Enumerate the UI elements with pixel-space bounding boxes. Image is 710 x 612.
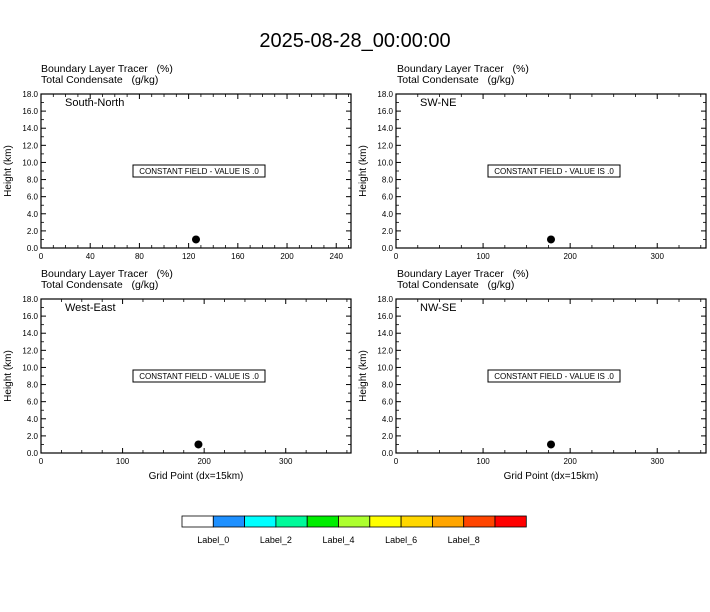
panel-header-line1: Boundary Layer Tracer (%) <box>41 63 173 75</box>
y-tick-label: 12.0 <box>22 141 38 151</box>
colorbar-label: Label_2 <box>259 535 292 545</box>
y-tick-label: 14.0 <box>377 329 393 339</box>
panel-header-line2: Total Condensate (g/kg) <box>397 74 515 86</box>
y-tick-label: 8.0 <box>381 175 393 185</box>
panel-label: SW-NE <box>420 97 457 109</box>
panel-header-line2: Total Condensate (g/kg) <box>41 279 159 291</box>
y-axis-label: Height (km) <box>358 350 369 402</box>
x-tick-label: 160 <box>231 252 245 261</box>
constant-field-label: CONSTANT FIELD - VALUE IS .0 <box>494 372 614 381</box>
colorbar-segment <box>182 516 213 527</box>
panel-header-line2: Total Condensate (g/kg) <box>397 279 515 291</box>
y-tick-label: 14.0 <box>22 329 38 339</box>
y-tick-label: 10.0 <box>377 158 393 168</box>
y-tick-label: 0.0 <box>26 449 38 458</box>
panel-header-line1: Boundary Layer Tracer (%) <box>397 268 529 280</box>
x-tick-label: 300 <box>650 457 664 466</box>
y-axis-label: Height (km) <box>3 350 14 402</box>
x-tick-label: 120 <box>181 252 196 261</box>
y-axis-label: Height (km) <box>358 145 369 197</box>
x-tick-label: 200 <box>563 457 577 466</box>
x-tick-label: 300 <box>650 252 664 261</box>
y-axis-label: Height (km) <box>3 145 14 197</box>
x-tick-label: 40 <box>85 252 95 261</box>
x-tick-label: 100 <box>476 457 490 466</box>
y-tick-label: 4.0 <box>26 414 38 424</box>
y-tick-label: 18.0 <box>377 295 393 304</box>
x-tick-label: 100 <box>476 252 490 261</box>
y-tick-label: 8.0 <box>381 380 393 390</box>
y-tick-label: 10.0 <box>22 158 38 168</box>
colorbar-segment <box>495 516 526 527</box>
x-tick-label: 240 <box>329 252 343 261</box>
x-axis-label: Grid Point (dx=15km) <box>148 471 244 482</box>
y-tick-label: 0.0 <box>26 244 38 253</box>
y-tick-label: 4.0 <box>381 209 393 219</box>
y-tick-label: 8.0 <box>26 175 38 185</box>
y-tick-label: 12.0 <box>377 346 393 356</box>
panel-label: South-North <box>65 97 125 109</box>
x-tick-label: 0 <box>38 457 44 466</box>
y-tick-label: 14.0 <box>22 124 38 134</box>
x-axis-label: Grid Point (dx=15km) <box>503 471 599 482</box>
y-tick-label: 12.0 <box>22 346 38 356</box>
y-tick-label: 18.0 <box>22 90 38 99</box>
x-tick-label: 200 <box>197 457 211 466</box>
panel-header-line1: Boundary Layer Tracer (%) <box>41 268 173 280</box>
x-tick-label: 0 <box>38 252 44 261</box>
colorbar-label: Label_8 <box>447 535 480 545</box>
x-tick-label: 200 <box>563 252 577 261</box>
y-tick-label: 12.0 <box>377 141 393 151</box>
main-title: 2025-08-28_00:00:00 <box>259 30 451 52</box>
constant-field-label: CONSTANT FIELD - VALUE IS .0 <box>139 372 259 381</box>
location-marker <box>192 235 200 243</box>
y-tick-label: 10.0 <box>22 363 38 373</box>
x-tick-label: 300 <box>279 457 293 466</box>
constant-field-label: CONSTANT FIELD - VALUE IS .0 <box>139 167 259 176</box>
colorbar-segment <box>339 516 370 527</box>
x-tick-label: 0 <box>393 252 399 261</box>
y-tick-label: 16.0 <box>377 312 393 322</box>
y-tick-label: 6.0 <box>381 397 393 407</box>
colorbar-segment <box>401 516 432 527</box>
location-marker <box>194 440 202 448</box>
location-marker <box>547 235 555 243</box>
colorbar-segment <box>213 516 244 527</box>
y-tick-label: 8.0 <box>26 380 38 390</box>
panel-label: NW-SE <box>420 302 457 314</box>
colorbar-segment <box>464 516 495 527</box>
x-tick-label: 200 <box>280 252 294 261</box>
y-tick-label: 2.0 <box>381 226 393 236</box>
y-tick-label: 4.0 <box>381 414 393 424</box>
y-tick-label: 14.0 <box>377 124 393 134</box>
y-tick-label: 2.0 <box>26 226 38 236</box>
colorbar-label: Label_0 <box>197 535 230 545</box>
colorbar-segment <box>370 516 401 527</box>
panel-header-line2: Total Condensate (g/kg) <box>41 74 159 86</box>
colorbar-label: Label_6 <box>385 535 418 545</box>
y-tick-label: 18.0 <box>22 295 38 304</box>
x-tick-label: 80 <box>134 252 144 261</box>
panel-label: West-East <box>65 302 116 314</box>
location-marker <box>547 440 555 448</box>
colorbar-label: Label_4 <box>322 535 355 545</box>
x-tick-label: 0 <box>393 457 399 466</box>
y-tick-label: 10.0 <box>377 363 393 373</box>
x-tick-label: 100 <box>115 457 130 466</box>
y-tick-label: 4.0 <box>26 209 38 219</box>
y-tick-label: 16.0 <box>22 312 38 322</box>
colorbar-segment <box>307 516 338 527</box>
panel-header-line1: Boundary Layer Tracer (%) <box>397 63 529 75</box>
y-tick-label: 16.0 <box>377 107 393 117</box>
y-tick-label: 0.0 <box>381 449 393 458</box>
y-tick-label: 2.0 <box>26 431 38 441</box>
colorbar-segment <box>245 516 276 527</box>
colorbar-segment <box>276 516 307 527</box>
y-tick-label: 6.0 <box>26 192 38 202</box>
y-tick-label: 2.0 <box>381 431 393 441</box>
y-tick-label: 6.0 <box>26 397 38 407</box>
constant-field-label: CONSTANT FIELD - VALUE IS .0 <box>494 167 614 176</box>
y-tick-label: 16.0 <box>22 107 38 117</box>
y-tick-label: 0.0 <box>381 244 393 253</box>
colorbar-segment <box>432 516 463 527</box>
y-tick-label: 6.0 <box>381 192 393 202</box>
y-tick-label: 18.0 <box>377 90 393 99</box>
